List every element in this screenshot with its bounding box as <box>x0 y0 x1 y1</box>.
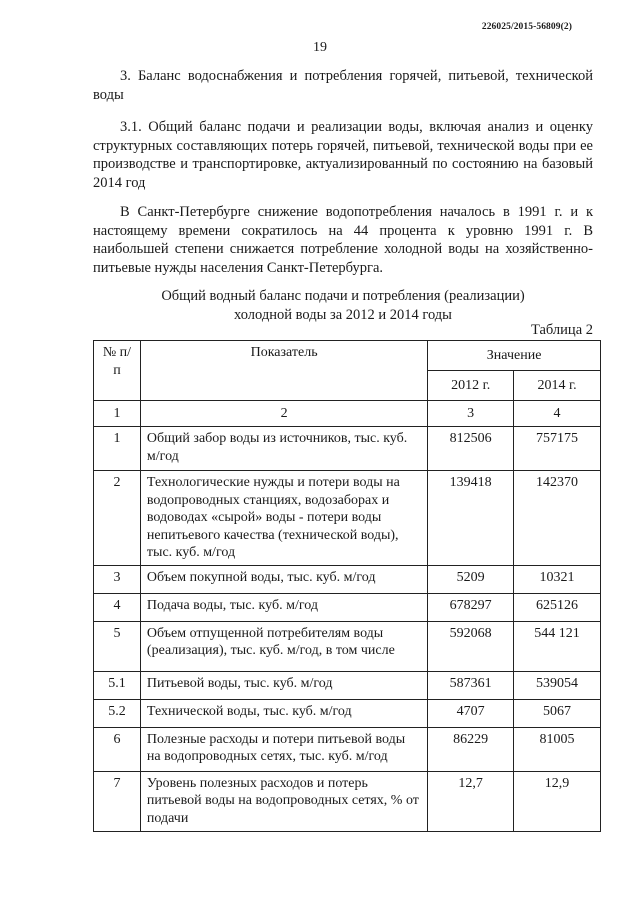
row-value-2014: 5067 <box>514 699 601 727</box>
row-value-2014: 757175 <box>514 427 601 471</box>
table-column-numbers-row <box>94 401 601 427</box>
row-number: 2 <box>94 471 141 566</box>
col-number: 2 <box>140 401 427 427</box>
row-number: 5.2 <box>94 699 141 727</box>
row-number: 3 <box>94 565 141 593</box>
row-value-2014: 544 121 <box>514 621 601 671</box>
row-number: 1 <box>94 427 141 471</box>
row-number: 6 <box>94 727 141 771</box>
table-row <box>94 621 601 671</box>
row-value-2012: 587361 <box>428 671 514 699</box>
row-indicator: Технической воды, тыс. куб. м/год <box>140 699 427 727</box>
row-value-2014: 539054 <box>514 671 601 699</box>
row-indicator: Общий забор воды из источников, тыс. куб. м/год <box>140 427 427 471</box>
body-paragraph: В Санкт-Петербурге снижение водопотребления началось в 1991 г. и к настоящему времени сократилось на 44 процента к уровню 1991 г. В наибольшей степени снижается потребление холодной воды на хозяйственно-питьевые нужды населения Санкт-Петербурга. <box>93 204 593 276</box>
header-value: Значение <box>428 341 601 371</box>
table-row <box>94 427 601 471</box>
row-value-2012: 592068 <box>428 621 514 671</box>
table-title <box>93 287 593 325</box>
table-row <box>94 471 601 566</box>
row-number: 5 <box>94 621 141 671</box>
table-header-row <box>94 341 601 371</box>
table-row <box>94 671 601 699</box>
row-indicator: Уровень полезных расходов и потерь питьевой воды на водопроводных сетях, % от подачи <box>140 771 427 831</box>
row-value-2012: 678297 <box>428 593 514 621</box>
section-heading-3-1: 3.1. Общий баланс подачи и реализации воды, включая анализ и оценку структурных составляющих потерь горячей, питьевой, технической воды при ее производстве и транспортировке, актуализированный по состоянию на базовый 2014 год <box>93 119 593 191</box>
row-indicator: Объем отпущенной потребителям воды (реализация), тыс. куб. м/год, в том числе <box>140 621 427 671</box>
table-row <box>94 771 601 831</box>
col-number: 4 <box>514 401 601 427</box>
water-balance-table <box>93 340 601 832</box>
row-indicator: Подача воды, тыс. куб. м/год <box>140 593 427 621</box>
table-number: Таблица 2 <box>530 322 593 338</box>
row-number: 4 <box>94 593 141 621</box>
row-value-2012: 12,7 <box>428 771 514 831</box>
row-indicator: Объем покупной воды, тыс. куб. м/год <box>140 565 427 593</box>
row-indicator: Питьевой воды, тыс. куб. м/год <box>140 671 427 699</box>
row-number: 7 <box>94 771 141 831</box>
row-value-2012: 4707 <box>428 699 514 727</box>
table-title-line-1: Общий водный баланс подачи и потребления (реализации) <box>161 288 525 304</box>
row-value-2014: 625126 <box>514 593 601 621</box>
row-value-2012: 86229 <box>428 727 514 771</box>
document-id: 226025/2015-56809(2) <box>481 22 572 32</box>
table-title-line-2: холодной воды за 2012 и 2014 годы <box>234 307 452 323</box>
row-value-2012: 139418 <box>428 471 514 566</box>
row-value-2014: 81005 <box>514 727 601 771</box>
col-number: 1 <box>94 401 141 427</box>
table-row <box>94 565 601 593</box>
row-value-2014: 142370 <box>514 471 601 566</box>
page-number: 19 <box>313 40 327 55</box>
row-indicator: Технологические нужды и потери воды на водопроводных станциях, водозаборах и водоводах «сырой» воды - потери воды непитьевого качества (технической воды), тыс. куб. м/год <box>140 471 427 566</box>
row-value-2014: 10321 <box>514 565 601 593</box>
row-value-2012: 812506 <box>428 427 514 471</box>
col-number: 3 <box>428 401 514 427</box>
header-year-2014: 2014 г. <box>514 371 601 401</box>
table-row <box>94 593 601 621</box>
header-num: № п/п <box>94 341 141 401</box>
row-indicator: Полезные расходы и потери питьевой воды на водопроводных сетях, тыс. куб. м/год <box>140 727 427 771</box>
section-heading-3: 3. Баланс водоснабжения и потребления горячей, питьевой, технической воды <box>93 68 593 103</box>
table-row <box>94 699 601 727</box>
row-value-2012: 5209 <box>428 565 514 593</box>
row-value-2014: 12,9 <box>514 771 601 831</box>
header-indicator: Показатель <box>140 341 427 401</box>
table-row <box>94 727 601 771</box>
header-year-2012: 2012 г. <box>428 371 514 401</box>
row-number: 5.1 <box>94 671 141 699</box>
